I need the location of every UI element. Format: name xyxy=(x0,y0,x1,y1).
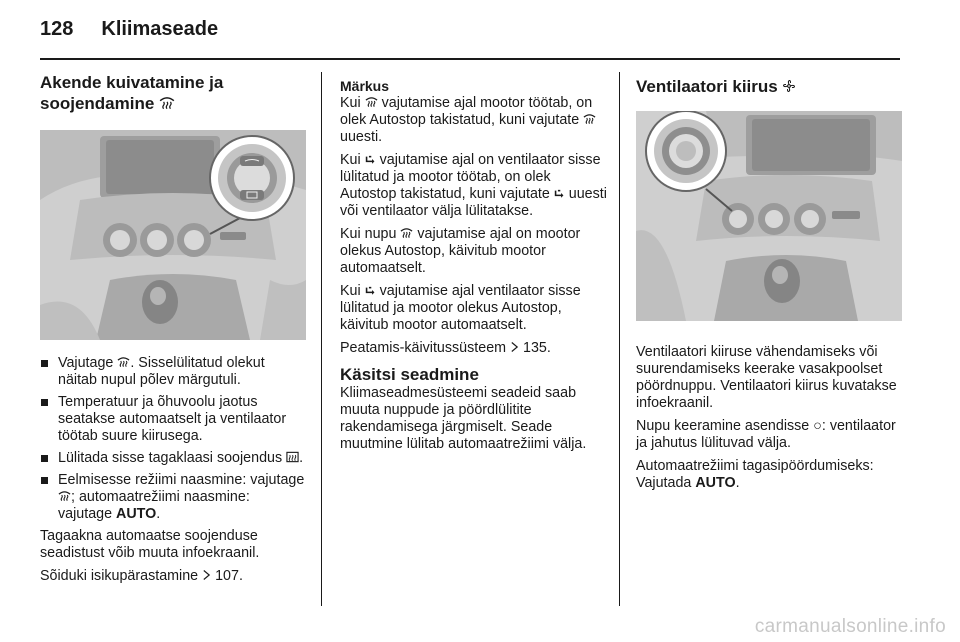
windshield-defrost-icon xyxy=(400,227,413,239)
page-reference-arrow-icon xyxy=(510,341,519,353)
cross-reference[interactable]: Sõiduki isikupärastamine 107. xyxy=(40,568,243,584)
paragraph: Kui vajutamise ajal on ventilaator sisse lülitatud ja mootor töötab, on olek Autostop takistatud, kuni vajutate uuesti või ventilaator välja lülitatakse. xyxy=(340,152,607,219)
column-divider xyxy=(619,72,620,606)
column-divider xyxy=(321,72,322,606)
paragraph: Kliimaseadmesüsteemi seadeid saab muuta nuppude ja pöördlülitite rakendamisega järgmiselt. Seade muutmine lülitab automaatrežiimi välja. xyxy=(340,385,587,452)
paragraph: Kui nupu vajutamise ajal on mootor olekus Autostop, käivitub mootor automaatselt. xyxy=(340,226,581,276)
column-1 xyxy=(40,72,306,591)
rear-window-defrost-icon xyxy=(286,451,299,463)
dashboard-illustration-defrost xyxy=(40,130,306,340)
windshield-defrost-icon xyxy=(159,96,175,110)
cross-reference[interactable]: Peatamis-käivitussüsteem 135. xyxy=(340,340,551,356)
paragraph: Tagaakna automaatse soojenduse seadistust võib muuta infoekraanil. xyxy=(40,528,260,561)
list-item: Temperatuur ja õhuvoolu jaotus seatakse automaatselt ja ventilaator töötab suure kiirusega. xyxy=(40,394,306,445)
list-item: Eelmisesse režiimi naasmine: vajutage ; automaatrežiimi naasmine: vajutage AUTO. xyxy=(40,472,306,523)
page-reference-arrow-icon xyxy=(202,569,211,581)
air-recirculation-icon xyxy=(365,153,376,165)
dashboard-illustration-fan xyxy=(636,111,902,321)
windshield-defrost-icon xyxy=(583,113,596,125)
air-recirculation-icon xyxy=(365,284,376,296)
list-item: Vajutage . Sisselülitatud olekut näitab nupul põlev märgutuli. xyxy=(40,355,306,389)
air-recirculation-icon xyxy=(554,187,565,199)
page-header xyxy=(40,18,218,48)
page-number: 128 xyxy=(40,18,74,40)
header-rule xyxy=(40,58,900,60)
windshield-defrost-icon xyxy=(117,356,130,368)
watermark: carmanualsonline.info xyxy=(754,616,946,637)
list-item: Lülitada sisse tagaklaasi soojendus . xyxy=(40,450,306,467)
section-heading-defrost: Akende kuivatamine ja soojendamine xyxy=(40,73,224,113)
paragraph: Kui vajutamise ajal mootor töötab, on olek Autostop takistatud, kuni vajutate uuesti. xyxy=(340,95,608,146)
windshield-defrost-icon xyxy=(58,490,71,502)
fan-icon xyxy=(782,79,796,93)
paragraph: Automaatrežiimi tagasipöördumiseks: Vajutada AUTO. xyxy=(636,458,874,491)
windshield-defrost-icon xyxy=(365,96,378,108)
column-2 xyxy=(340,78,608,459)
note-heading: Märkus xyxy=(340,78,390,94)
section-heading-fan-speed: Ventilaatori kiirus xyxy=(636,76,902,97)
column-3 xyxy=(636,72,902,498)
page-title: Kliimaseade xyxy=(101,18,219,40)
paragraph: Nupu keeramine asendisse ○: ventilaator ja jahutus lülituvad välja. xyxy=(636,418,896,451)
defrost-steps-list xyxy=(40,355,306,523)
paragraph: Kui vajutamise ajal ventilaator sisse lülitatud ja mootor olekus Autostop, käivitub mootor automaatselt. xyxy=(340,283,581,333)
section-heading-manual: Käsitsi seadmine xyxy=(340,365,479,384)
paragraph: Ventilaatori kiiruse vähendamiseks või suurendamiseks keerake vasakpoolset pöördnuppu. Ventilaatori kiirus kuvatakse infoekraanil. xyxy=(636,344,897,411)
